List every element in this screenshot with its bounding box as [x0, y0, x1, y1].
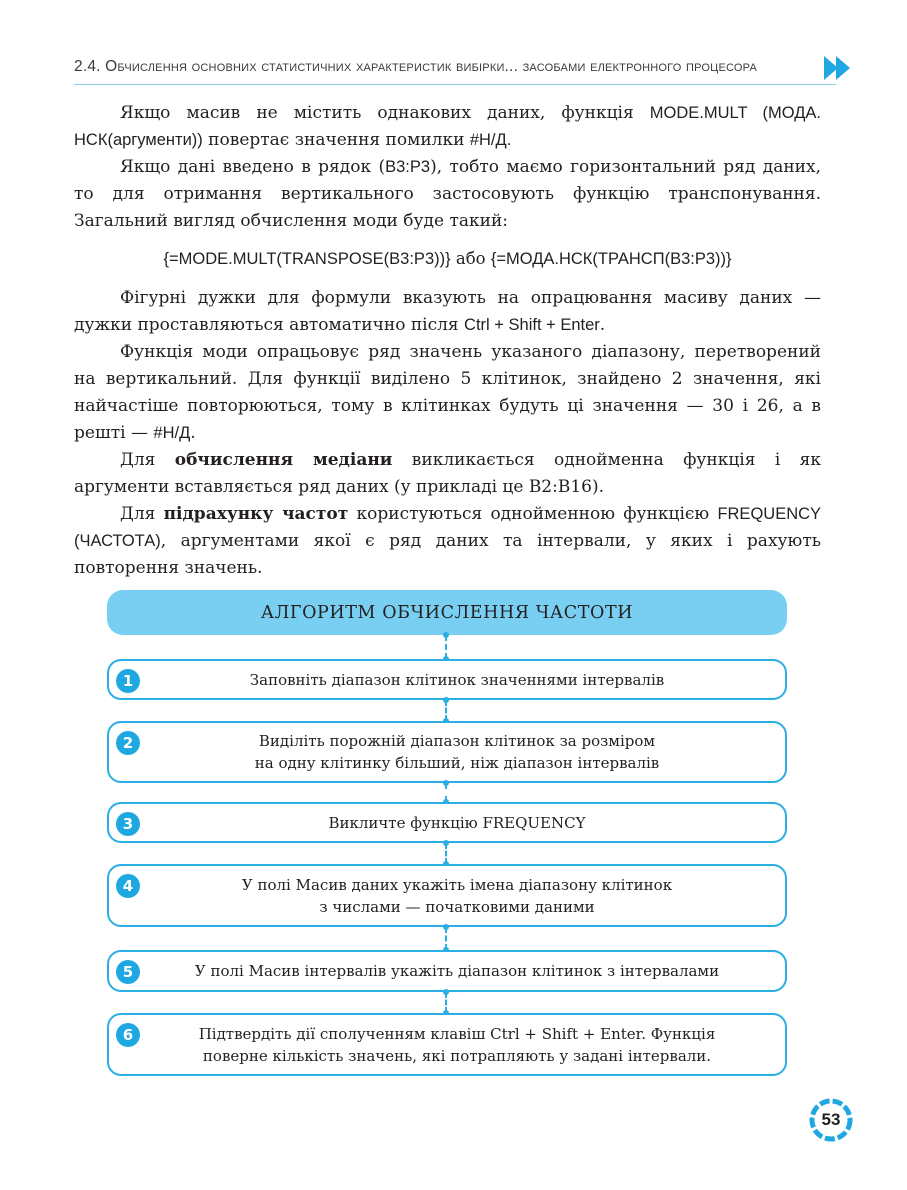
page-number-badge	[808, 1097, 854, 1143]
connector	[443, 783, 449, 802]
paragraph-braces: Фігурні дужки для формули вказують на опрацювання масиву даних — дужки проставляються автоматично після Ctrl + Shift + Enter.	[74, 288, 821, 335]
algorithm-step-4	[107, 864, 787, 927]
step-text: Викличте функцію FREQUENCY	[328, 813, 586, 832]
step-text: Виділіть порожній діапазон клітинок за розміром на одну клітинку більший, ніж діапазон інтервалів	[254, 732, 660, 772]
step-number-badge: 2	[116, 731, 140, 755]
step-text: Заповніть діапазон клітинок значеннями інтервалів	[249, 670, 665, 689]
step-number-badge: 4	[116, 874, 140, 898]
connector	[443, 992, 449, 1013]
connector	[443, 927, 449, 950]
paragraph-mode-mult: Якщо масив не містить однакових даних, функція MODE.MULT (МОДА. НСК(аргументи)) повертає значення помилки #Н/Д.	[74, 103, 821, 150]
connector	[443, 700, 449, 721]
body-text	[74, 100, 821, 582]
algorithm-step-3	[107, 802, 787, 843]
running-title: 2.4. Обчислення основних статистичних характеристик вибірки... засобами електронного процесора	[74, 58, 758, 75]
step-text: У полі Масив даних укажіть імена діапазону клітинок з числами — початковими даними	[241, 875, 673, 916]
double-arrow-icon	[822, 54, 854, 82]
connector	[443, 843, 449, 864]
algorithm-step-5	[107, 950, 787, 992]
step-text: Підтвердіть дії сполученням клавіш Ctrl + Shift + Enter. Функція поверне кількість значень, які потрапляють у задані інтервали.	[198, 1024, 716, 1065]
header-divider	[74, 84, 836, 85]
connector	[443, 635, 449, 659]
formula-line: {=MODE.MULT(TRANSPOSE(B3:P3))} або {=МОДА.НСК(ТРАНСП(B3:P3))}	[163, 249, 732, 268]
step-number-badge: 6	[116, 1023, 140, 1047]
step-number-badge: 3	[116, 812, 140, 836]
step-text: У полі Масив інтервалів укажіть діапазон клітинок з інтервалами	[194, 962, 720, 980]
page-number: 53	[821, 1110, 841, 1129]
paragraph-mode-result: Функція моди опрацьовує ряд значень указаного діапазону, перетворений на вертикальний. Для функції виділено 5 клітинок, знайдено 2 значення, які найчастіше повторюються, тому в клітинках будуть ці значення — 30 і 26, а в решті — #Н/Д.	[74, 342, 821, 443]
paragraph-transpose: Якщо дані введено в рядок (B3:P3), тобто маємо горизонтальний ряд даних, то для отримання вертикального застосовують функцію транспонування. Загальний вигляд обчислення моди буде такий:	[74, 157, 821, 231]
paragraph-median: Для обчислення медіани викликається однойменна функція і як аргументи вставляється ряд даних (у прикладі це B2:B16).	[74, 450, 822, 497]
algorithm-title: АЛГОРИТМ ОБЧИСЛЕННЯ ЧАСТОТИ	[107, 590, 787, 635]
step-number-badge: 1	[116, 669, 140, 693]
running-header	[74, 54, 854, 88]
algorithm-step-1	[107, 659, 787, 700]
paragraph-frequency: Для підрахунку частот користуються однойменною функцією FREQUENCY (ЧАСТОТА), аргументами якої є ряд даних та інтервали, у яких і рахують повторення значень.	[74, 504, 822, 578]
step-number-badge: 5	[116, 960, 140, 984]
algorithm-step-6	[107, 1013, 787, 1076]
algorithm-step-2	[107, 721, 787, 783]
